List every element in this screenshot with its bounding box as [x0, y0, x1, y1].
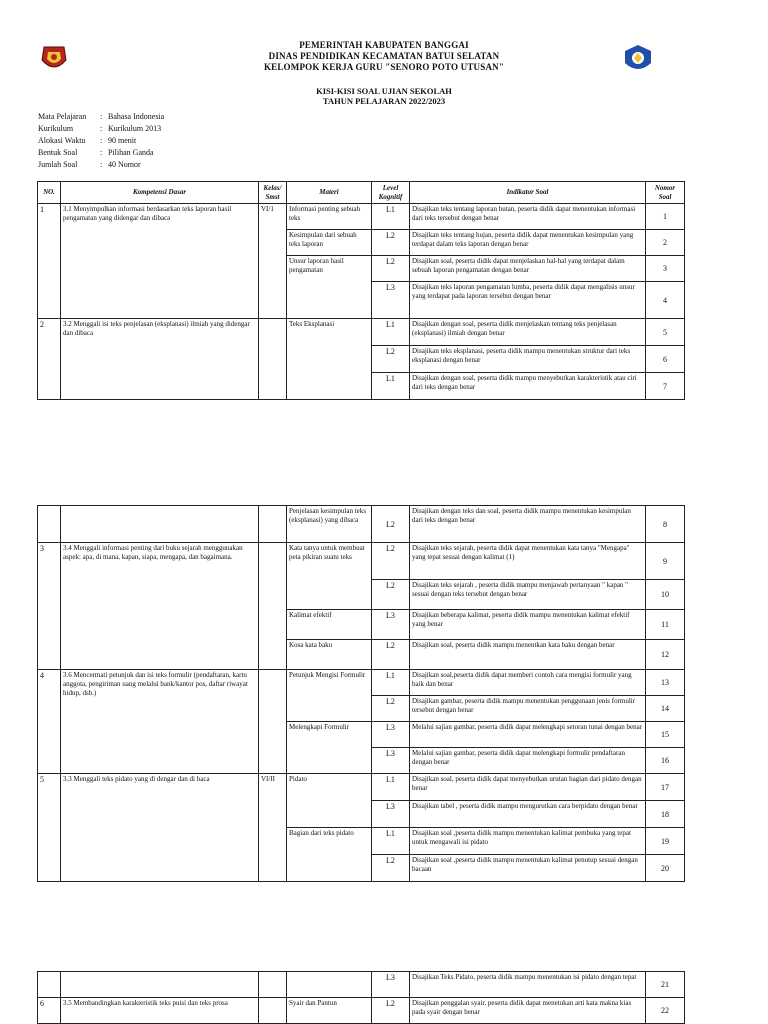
indikator: Disajikan teks sejarah, peserta didik dapat menentukan kata tanya "Mengapa" yang tepat sesuai dengan kalimat (1): [410, 543, 646, 580]
materi: Pidato: [287, 774, 372, 828]
document-title: [0, 86, 768, 106]
nomor-soal: 5: [646, 319, 685, 346]
kd-number: 2: [38, 319, 61, 400]
col-kelas-header: Kelas/ Smst: [259, 182, 287, 204]
nomor-soal: 13: [646, 670, 685, 696]
level: L3: [372, 282, 410, 319]
nomor-soal: 14: [646, 696, 685, 722]
nomor-soal: 16: [646, 748, 685, 774]
level: L1: [372, 828, 410, 855]
meta-value: 40 Nomor: [108, 160, 141, 169]
indikator: Disajikan teks sejarah , peserta didik mampu menjawab pertanyaan " kapan " sesuai dengan teks tersebut dengan benar: [410, 580, 646, 610]
kelas-smst: [259, 506, 287, 543]
kelas-smst: [259, 998, 287, 1024]
materi: Informasi penting sebuah teks: [287, 204, 372, 230]
kd-number: 4: [38, 670, 61, 774]
indikator: Disajikan soal,peserta didik dapat memberi contoh cara mengisi formulir yang baik dan benar: [410, 670, 646, 696]
nomor-soal: 8: [646, 506, 685, 543]
meta-row: Mata Pelajaran : Bahasa Indonesia: [38, 112, 165, 121]
level: L2: [372, 855, 410, 882]
letterhead-line-1: PEMERINTAH KABUPATEN BANGGAI: [299, 40, 469, 50]
col-no-header: NO.: [38, 182, 61, 204]
materi: Melengkapi Formulir: [287, 722, 372, 774]
level: L2: [372, 640, 410, 670]
materi: Teks Eksplanasi: [287, 319, 372, 400]
meta-key: Bentuk Soal: [38, 148, 78, 157]
meta-value: Pilihan Ganda: [108, 148, 154, 157]
level: L3: [372, 722, 410, 748]
level: L3: [372, 610, 410, 640]
kisi-kisi-table-page-1: [37, 181, 685, 400]
indikator: Disajikan soal, peserta didik mampu menentkan kata baku dengan benar: [410, 640, 646, 670]
indikator: Disajikan penggalan syair, peserta didik dapat menetukan arti kata makna kias pada syair dengan benar: [410, 998, 646, 1024]
meta-row: Jumlah Soal : 40 Nomor: [38, 160, 141, 169]
col-kd-header: Kompetensi Dasar: [61, 182, 259, 204]
materi: Penjelasan kesimpulan teks (eksplanasi) yang dibaca: [287, 506, 372, 543]
level: L2: [372, 580, 410, 610]
kd-number: 6: [38, 998, 61, 1024]
exam-meta: [38, 111, 164, 171]
indikator: Disajikan Teks Pidato, peserta didik mampu menentukan isi pidato dengan tepat: [410, 972, 646, 998]
table-row: [38, 319, 685, 346]
nomor-soal: 1: [646, 204, 685, 230]
meta-key: Alokasi Waktu: [38, 136, 86, 145]
nomor-soal: 3: [646, 256, 685, 282]
tut-wuri-handayani-logo: [623, 43, 653, 76]
indikator: Disajikan beberapa kalimat, peserta didik mampu menentukan kalimat efektif yang benar: [410, 610, 646, 640]
level: L2: [372, 998, 410, 1024]
nomor-soal: 2: [646, 230, 685, 256]
meta-row: Bentuk Soal : Pilihan Ganda: [38, 148, 154, 157]
nomor-soal: 15: [646, 722, 685, 748]
indikator: Disajikan soal ,peserta didik mampu menentukan kalimat pembuka yang tepat untuk mengawali isi pidato: [410, 828, 646, 855]
indikator: Disajikan teks eksplanasi, peserta didik mampu menentukan struktur dari teks eksplanasi dengan benar: [410, 346, 646, 373]
level: L2: [372, 346, 410, 373]
indikator: Melalui sajian gambar, peserta didik dapat melengkapi setoran tunai dengan benar: [410, 722, 646, 748]
meta-row: Alokasi Waktu : 90 menit: [38, 136, 137, 145]
kompetensi-dasar: [61, 972, 259, 998]
table-row: [38, 972, 685, 998]
indikator: Disajikan teks laporan pengamatan lumba, peserta didik dapat mengalisis unsur yang terdapat pada laporan tersebut dengan benar: [410, 282, 646, 319]
indikator: Disajikan teks tentang laporan hutan, peserta didik dapat menentukan informasi dari teks tersebut dengan benar: [410, 204, 646, 230]
nomor-soal: 9: [646, 543, 685, 580]
materi: Unsur laporan hasil pengamatan: [287, 256, 372, 319]
kelas-smst: [259, 319, 287, 400]
level: L2: [372, 230, 410, 256]
materi: [287, 972, 372, 998]
indikator: Disajikan dengan soal, peserta didik mampu menyebutkan karakteristik atau ciri dari teks dengan benar: [410, 373, 646, 400]
level: L1: [372, 774, 410, 801]
kompetensi-dasar: [61, 506, 259, 543]
kelas-smst: [259, 670, 287, 774]
kompetensi-dasar: 3.3 Menggali teks pidato yang di dengar dan di baca: [61, 774, 259, 882]
table-row: [38, 998, 685, 1024]
kompetensi-dasar: 3.5 Membandingkan karakteristik teks puisi dan teks prosa: [61, 998, 259, 1024]
indikator: Melalui sajian gambar, peserta didik dapat melengkapi formulir pendaftaran dengan benar: [410, 748, 646, 774]
table-row: [38, 774, 685, 801]
indikator: Disajikan gambar, peserta didik mampu menentukan penggunaan jenis formulir tersebut dengan benar: [410, 696, 646, 722]
col-level-header: Level Kognitif: [372, 182, 410, 204]
nomor-soal: 17: [646, 774, 685, 801]
table-row: [38, 543, 685, 580]
level: L3: [372, 748, 410, 774]
kompetensi-dasar: 3.1 Menyimpulkan informasi berdasarkan teks laporan hasil pengamatan yang didengar dan dibaca: [61, 204, 259, 319]
level: L3: [372, 972, 410, 998]
materi: Bagian dari teks pidato: [287, 828, 372, 882]
level: L3: [372, 801, 410, 828]
nomor-soal: 4: [646, 282, 685, 319]
nomor-soal: 22: [646, 998, 685, 1024]
nomor-soal: 11: [646, 610, 685, 640]
nomor-soal: 20: [646, 855, 685, 882]
level: L1: [372, 319, 410, 346]
meta-row: Kurikulum : Kurikulum 2013: [38, 124, 162, 133]
materi: Petunjuk Mengisi Formulir: [287, 670, 372, 722]
indikator: Disajikan soal ,peserta didik mampu menentukan kalimat penutup sesuai dengan bacaan: [410, 855, 646, 882]
meta-value: Kurikulum 2013: [108, 124, 162, 133]
kd-number: 1: [38, 204, 61, 319]
kelas-smst: [259, 543, 287, 670]
materi: Syair dan Pantun: [287, 998, 372, 1024]
nomor-soal: 19: [646, 828, 685, 855]
col-indikator-header: Indikator Soal: [410, 182, 646, 204]
meta-key: Kurikulum: [38, 124, 74, 133]
kd-number: [38, 506, 61, 543]
indikator: Disajikan soal, peserta didik dapat menyebutkan urutan bagian dari pidato dengan benar: [410, 774, 646, 801]
kompetensi-dasar: 3.6 Mencermati petunjuk dan isi teks formulir (pendaftaran, kartu anggota, pengiriman uang melalui bank/kantor pos, daftar riwayat hidup, dsb.): [61, 670, 259, 774]
letterhead-line-3: KELOMPOK KERJA GURU "SENORO POTO UTUSAN": [263, 62, 505, 72]
level: L2: [372, 543, 410, 580]
level: L2: [372, 256, 410, 282]
nomor-soal: 6: [646, 346, 685, 373]
indikator: Disajikan dengan teks dan soal, peserta didik mampu menentukan kesimpulan dari teks dengan benar: [410, 506, 646, 543]
kelas-smst: VI/1: [259, 204, 287, 319]
materi: Kesimpulan dari sebuah teks laporan: [287, 230, 372, 256]
indikator: Disajikan dengan soal, peserta didik menjelaskan tentang teks penjelasan (eksplanasi) ilmiah dengan benar: [410, 319, 646, 346]
meta-key: Jumlah Soal: [38, 160, 78, 169]
level: L1: [372, 670, 410, 696]
table-header-row: [38, 182, 685, 204]
kisi-kisi-table-page-2: [37, 505, 685, 882]
level: L1: [372, 204, 410, 230]
nomor-soal: 21: [646, 972, 685, 998]
title-line-1: KISI-KISI SOAL UJIAN SEKOLAH: [316, 86, 452, 96]
kompetensi-dasar: 3.2 Menggali isi teks penjelasan (eksplanasi) ilmiah yang didengar dan dibaca: [61, 319, 259, 400]
kelas-smst: VI/II: [259, 774, 287, 882]
kelas-smst: [259, 972, 287, 998]
table-row: [38, 670, 685, 696]
kd-number: [38, 972, 61, 998]
kompetensi-dasar: 3.4 Menggali informasi penting dari buku sejarah menggunakan aspek: apa, di mana, kapan, siapa, mengapa, dan bagaimana.: [61, 543, 259, 670]
nomor-soal: 7: [646, 373, 685, 400]
nomor-soal: 18: [646, 801, 685, 828]
table-row: [38, 506, 685, 543]
kisi-kisi-table-page-3: [37, 971, 685, 1024]
title-line-2: TAHUN PELAJARAN 2022/2023: [322, 96, 446, 106]
meta-value: 90 menit: [108, 136, 137, 145]
level: L1: [372, 373, 410, 400]
indikator: Disajikan tabel , peserta didik mampu mengurutkan cara berpidato dengan benar: [410, 801, 646, 828]
indikator: Disajikan soal, peserta didik dapat menjelaskan hal-hal yang terdapat dalam sebuah laporan pengamatan dengan benar: [410, 256, 646, 282]
materi: Kalimat efektif: [287, 610, 372, 640]
table-row: [38, 204, 685, 230]
kd-number: 5: [38, 774, 61, 882]
kd-number: 3: [38, 543, 61, 670]
meta-value: Bahasa Indonesia: [108, 112, 165, 121]
materi: Kosa kata baku: [287, 640, 372, 670]
nomor-soal: 10: [646, 580, 685, 610]
letterhead-line-2: DINAS PENDIDIKAN KECAMATAN BATUI SELATAN: [268, 51, 500, 61]
nomor-soal: 12: [646, 640, 685, 670]
indikator: Disajikan teks tentang hujan, peserta didik dapat menentukan kesimpulan yang terdapat dalam teks laporan dengan benar: [410, 230, 646, 256]
level: L2: [372, 696, 410, 722]
meta-key: Mata Pelajaran: [38, 112, 87, 121]
col-nomor-header: Nomor Soal: [646, 182, 685, 204]
materi: Kata tanya untuk membuat peta pikiran suatu teks: [287, 543, 372, 610]
level: L2: [372, 506, 410, 543]
col-materi-header: Materi: [287, 182, 372, 204]
